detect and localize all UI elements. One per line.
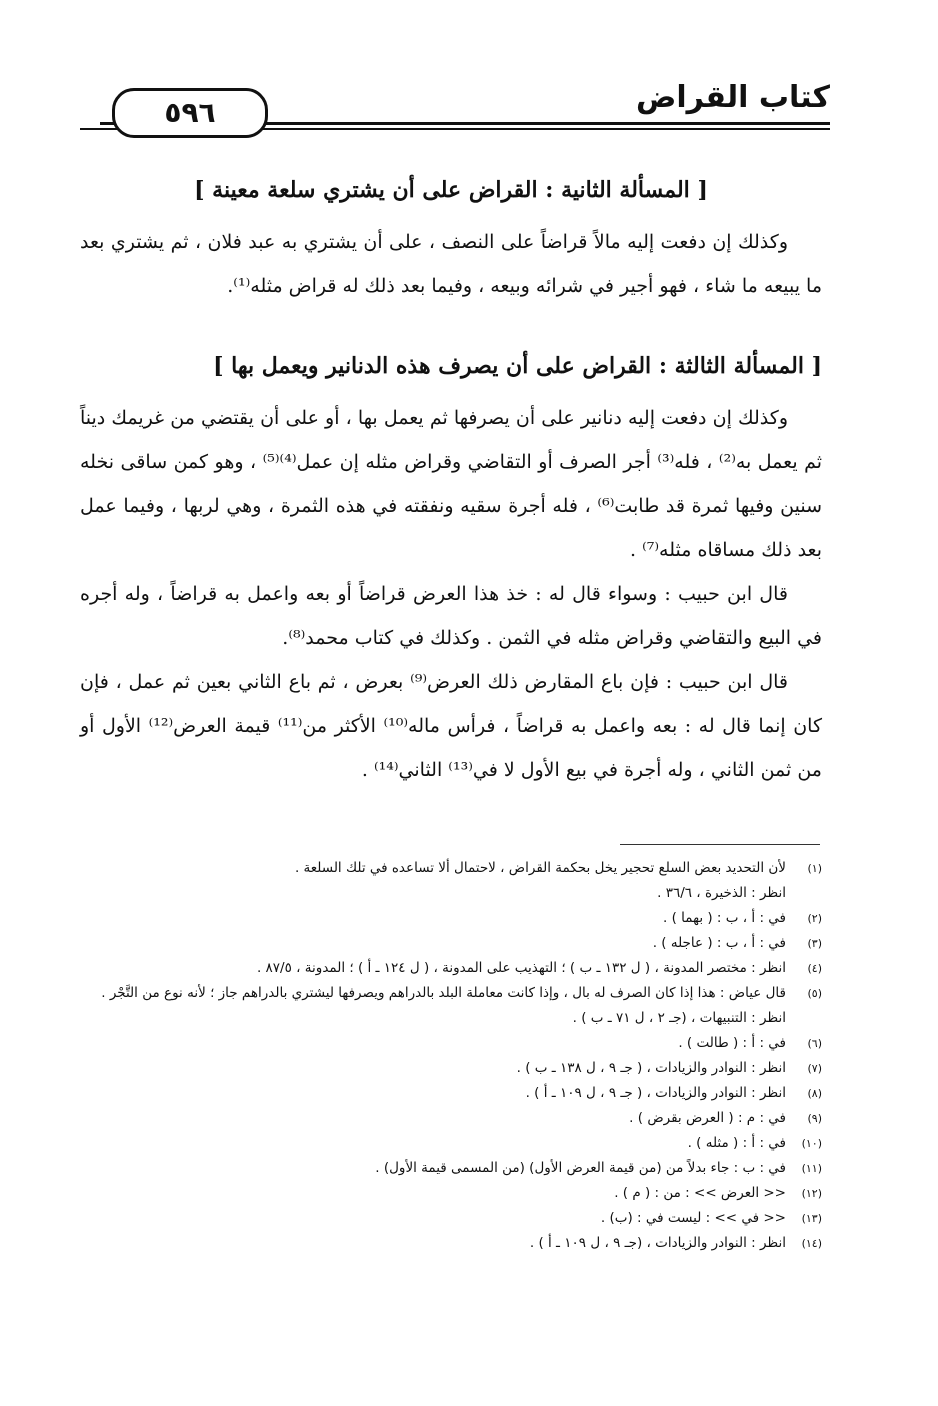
footnote-text: في : أ ، ب : ( بهما ) . [663,910,786,926]
footnote-number: (٣) [807,937,822,950]
footnote [80,906,822,931]
footnote-number: (١٣) [801,1212,822,1225]
footnote-number: (١٠) [801,1137,822,1150]
footnote-number: (٩) [807,1112,822,1125]
footnote [80,1181,822,1206]
footnote [80,956,822,981]
book-title: كتاب القراض [636,80,830,115]
footnote-text: انظر : النوادر والزيادات ، (جـ ٩ ، ل ١٠٩ ـ أ ) . [529,1235,786,1251]
section-2-heading: [ المسألة الثانية : القراض على أن يشتري سلعة معينة ] [194,177,708,203]
footnote-number: (١٤) [801,1237,822,1250]
section-3-paragraph-1: وكذلك إن دفعت إليه دنانير على أن يصرفها ثم يعمل بها ، أو على أن يقتضي من غريمك ديناً ثم يعمل به⁽²⁾ ، فله⁽³⁾ أجر الصرف أو التقاضي وقراض مثله إن عمل⁽⁴⁾⁽⁵⁾ ، وهو كمن ساقى نخله سنين وفيها ثمرة قد طابت⁽⁶⁾ ، فله أجرة سقيه ونفقته في هذه الثمرة ، وهي لربها ، وفيما عمل بعد ذلك مساقاه مثله⁽⁷⁾ . [80,407,822,561]
footnotes [80,856,822,1256]
footnote-number: (٥) [807,987,822,1000]
footnote [80,931,822,956]
footnote-text: في : أ : ( مثله ) . [687,1135,786,1151]
footnote [80,1081,822,1106]
footnote-text: << في >> : ليست في : (ب) . [600,1210,786,1226]
footnote-separator [620,844,820,845]
footnote-number [786,1006,822,1031]
footnote [80,1131,822,1156]
footnote-text: انظر : مختصر المدونة ، ( ل ١٣٢ ـ ب ) ؛ التهذيب على المدونة ، ( ل ١٢٤ ـ أ ) ؛ المدونة ، ٨٧/٥ . [256,960,786,976]
footnote-number: (١٢) [801,1187,822,1200]
footnote-number: (٦) [807,1037,822,1050]
footnote-number: (٤) [807,962,822,975]
footnote [80,1231,822,1256]
footnote-text: قال عياض : هذا إذا كان الصرف له بال ، وإذا كانت معاملة البلد بالدراهم ويصرفها ليشتري بالدراهم جاز ؛ لأنه نوع من التَّجْر . [101,985,786,1001]
footnote-number [786,881,822,906]
footnote-text: << العرض >> : من : ( م ) . [614,1185,786,1201]
footnote [80,1106,822,1131]
footnote-text: في : أ ، ب : ( عاجله ) . [652,935,786,951]
footnote-text: في : م : ( العرض بقرض ) . [629,1110,786,1126]
footnote-text: انظر : النوادر والزيادات ، ( جـ ٩ ، ل ١٠٩ ـ أ ) . [525,1085,786,1101]
footnote-text: انظر : النوادر والزيادات ، ( جـ ٩ ، ل ١٣٨ ـ ب ) . [516,1060,786,1076]
page-header [70,72,830,142]
footnote-text: انظر : التنبيهات ، (جـ ٢ ، ل ٧١ ـ ب ) . [572,1010,786,1026]
section-3-paragraph-2: قال ابن حبيب : وسواء قال له : خذ هذا العرض قراضاً أو بعه واعمل به قراضاً ، وله أجره في البيع والتقاضي وقراض مثله في الثمن . وكذلك في كتاب محمد⁽⁸⁾. [80,583,822,649]
footnote [80,1031,822,1056]
footnote [80,856,822,881]
section-3-paragraph-3: قال ابن حبيب : فإن باع المقارض ذلك العرض⁽⁹⁾ بعرض ، ثم باع الثاني بعين ثم عمل ، فإن كان إنما قال له : بعه واعمل به قراضاً ، فرأس ماله⁽¹⁰⁾ الأكثر من⁽¹¹⁾ قيمة العرض⁽¹²⁾ الأول أو من ثمن الثاني ، وله أجرة في بيع الأول لا في⁽¹³⁾ الثاني⁽¹⁴⁾ . [80,671,822,781]
main-text [80,168,822,792]
footnote-number: (٧) [807,1062,822,1075]
footnote-text: في : أ : ( طالت ) . [678,1035,786,1051]
section-2-paragraph: وكذلك إن دفعت إليه مالاً قراضاً على النصف ، على أن يشتري به عبد فلان ، ثم يشتري بعد ما يبيعه ما شاء ، فهو أجير في شرائه وبيعه ، وفيما بعد ذلك له قراض مثله⁽¹⁾. [80,231,822,297]
footnote [80,1206,822,1231]
footnote-number: (٨) [807,1087,822,1100]
footnote [80,981,822,1006]
page-number: ٥٩٦ [112,88,268,138]
footnote-text: انظر : الذخيرة ، ٣٦/٦ . [657,885,786,901]
section-3-heading: [ المسألة الثالثة : القراض على أن يصرف هذه الدنانير ويعمل بها ] [213,353,822,379]
footnote [80,1056,822,1081]
footnote [80,1156,822,1181]
footnote-number: (١١) [801,1162,822,1175]
footnote-number: (١) [807,862,822,875]
footnote-text: في : ب : جاء بدلاً من (من قيمة العرض الأول) (من المسمى قيمة الأول) . [375,1160,786,1176]
footnote [80,881,822,906]
footnote [80,1006,822,1031]
footnote-text: لأن التحديد بعض السلع تحجير يخل بحكمة القراض ، لاحتمال ألا تساعده في تلك السلعة . [294,860,786,876]
footnote-number: (٢) [807,912,822,925]
